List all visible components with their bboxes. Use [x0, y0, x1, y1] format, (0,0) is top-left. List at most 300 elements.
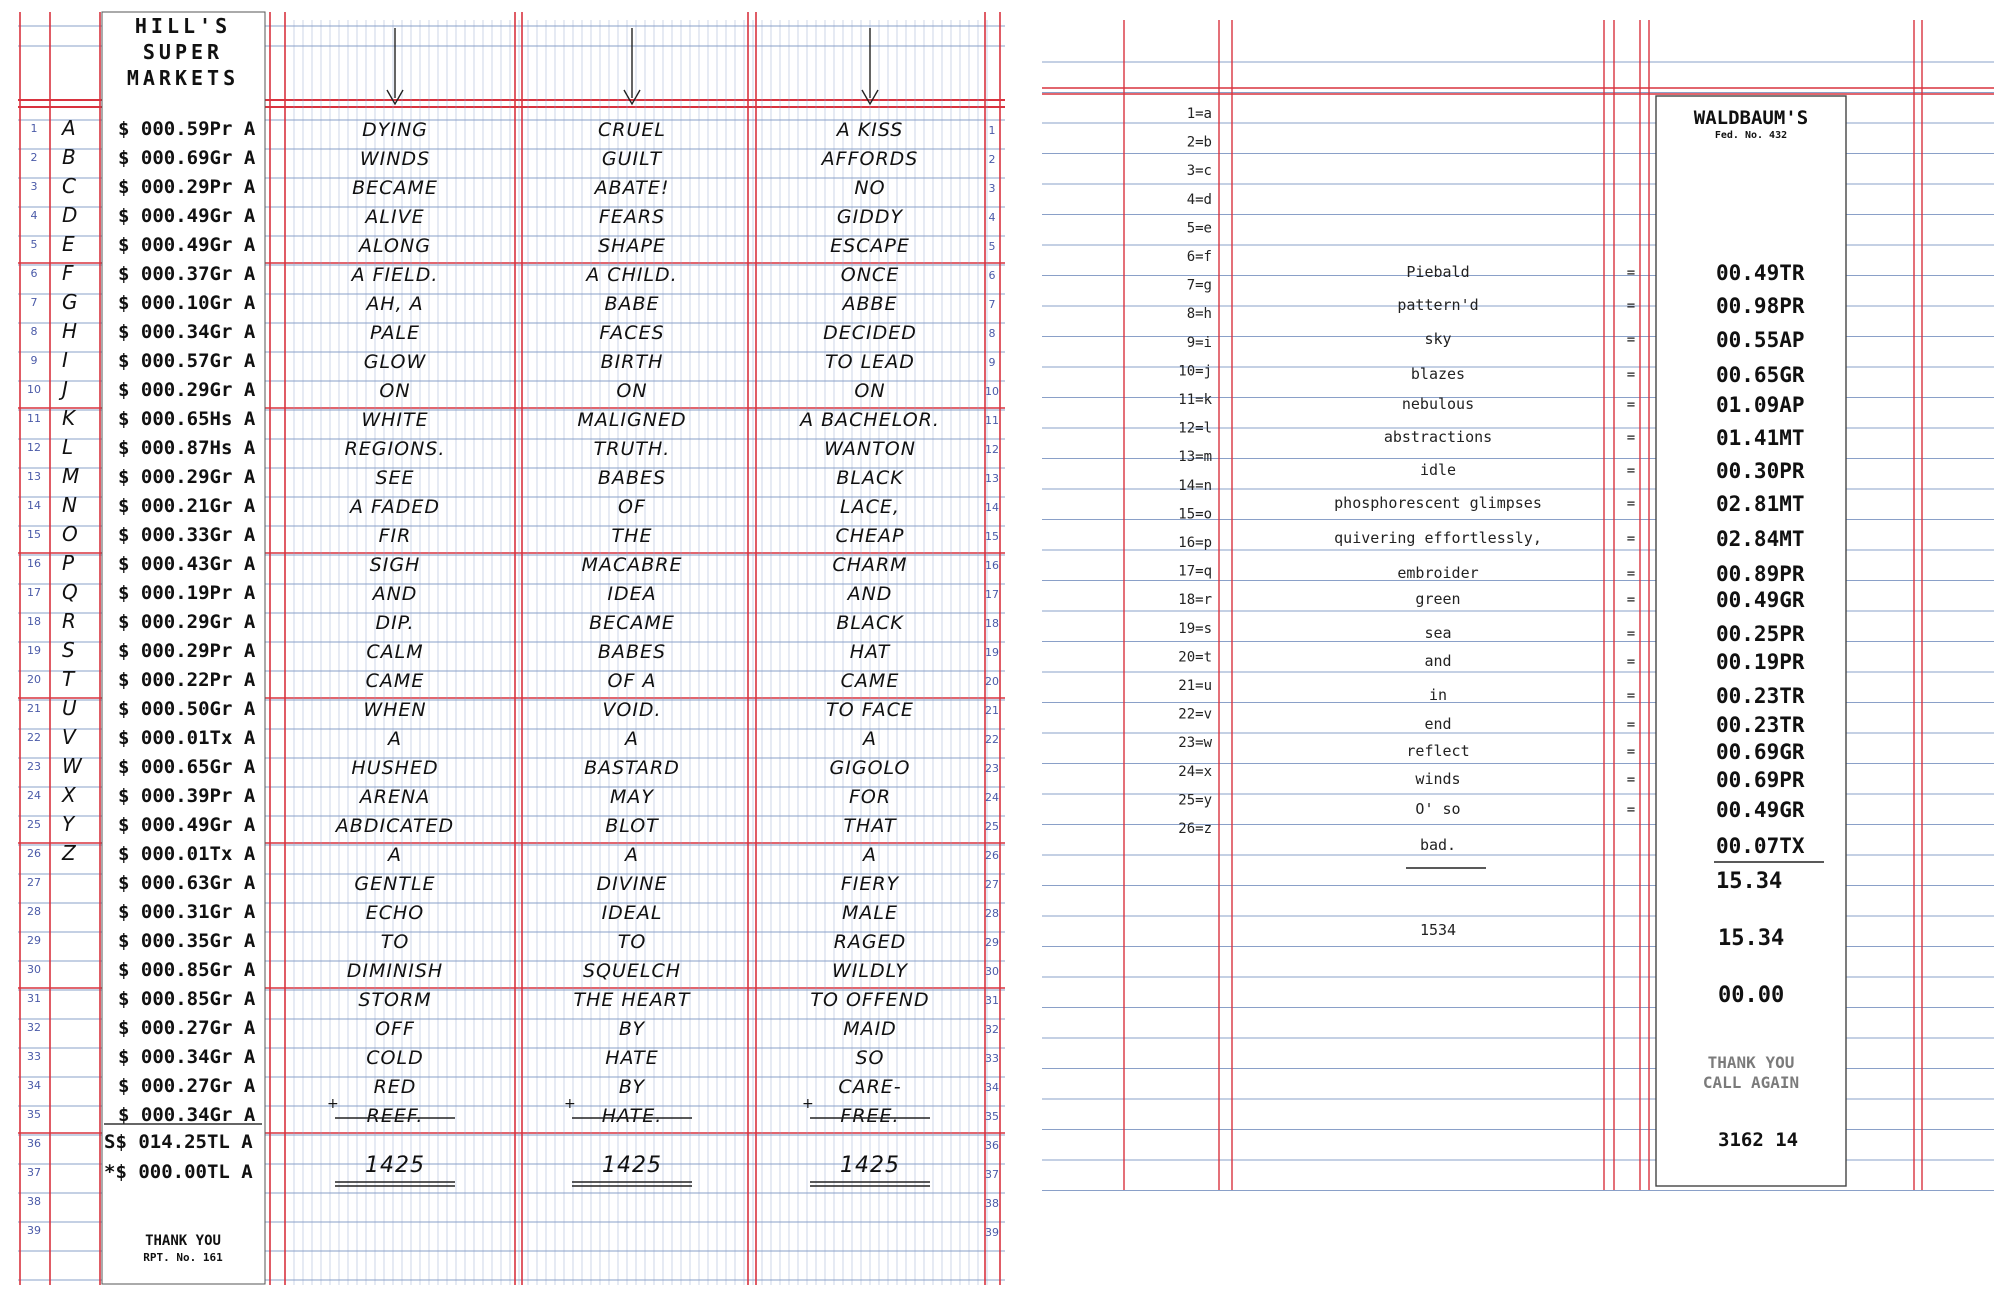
- handwritten-word: LACE,: [840, 496, 900, 518]
- receipt-price: $ 000.29Pr A: [118, 640, 256, 662]
- column-total: 1425: [365, 1153, 425, 1178]
- row-number-right: 32: [985, 1023, 999, 1036]
- handwritten-word: BASTARD: [584, 757, 680, 779]
- handwritten-word: BABES: [597, 641, 667, 663]
- row-number-right: 35: [985, 1110, 999, 1123]
- receipt-header-line: Fed. No. 432: [1714, 130, 1788, 141]
- handwritten-word: MACABRE: [581, 554, 683, 576]
- handwritten-word: DYING: [362, 119, 428, 141]
- row-number-right: 2: [988, 153, 996, 166]
- row-number-right: 14: [985, 501, 999, 514]
- row-number-right: 20: [985, 675, 999, 688]
- handwritten-word: ABATE!: [594, 177, 670, 199]
- handwritten-word: ON: [616, 380, 648, 402]
- handwritten-word: SQUELCH: [582, 960, 682, 982]
- handwritten-word: TO: [380, 931, 410, 953]
- receipt-price: 00.55AP: [1716, 328, 1805, 352]
- letter-label: J: [62, 377, 69, 401]
- row-number-right: 12: [985, 443, 999, 456]
- row-number-left: 11: [27, 412, 41, 425]
- row-number-left: 39: [27, 1224, 41, 1237]
- index-entry: 1=a: [1186, 106, 1212, 122]
- equals-sign: =: [1626, 265, 1636, 281]
- typed-word: pattern'd: [1397, 296, 1479, 314]
- receipt-price: $ 000.29Gr A: [118, 611, 256, 633]
- receipt-price: $ 000.01Tx A: [118, 727, 256, 749]
- handwritten-word: GENTLE: [354, 873, 436, 895]
- typed-word: bad.: [1419, 836, 1457, 854]
- row-number-right: 15: [985, 530, 999, 543]
- sum-label: 1534: [1419, 921, 1457, 939]
- equals-sign: =: [1626, 367, 1636, 383]
- receipt-price: 00.69PR: [1716, 768, 1805, 792]
- row-number-left: 4: [30, 209, 38, 222]
- receipt-price: $ 000.22Pr A: [118, 669, 256, 691]
- receipt-total: S$ 014.25TL A: [104, 1131, 253, 1153]
- receipt-subtotal: 15.34: [1716, 869, 1783, 894]
- receipt-price: 02.84MT: [1716, 527, 1805, 551]
- equals-sign: =: [1626, 626, 1636, 642]
- row-number-left: 33: [27, 1050, 41, 1063]
- handwritten-word: COLD: [366, 1047, 424, 1069]
- index-entry: 8=h: [1186, 306, 1212, 323]
- row-number-right: 36: [985, 1139, 999, 1152]
- row-number-left: 28: [27, 905, 41, 918]
- handwritten-word: BLACK: [836, 612, 904, 634]
- row-number-right: 26: [985, 849, 999, 862]
- row-number-right: 8: [988, 327, 996, 340]
- handwritten-word: A: [863, 728, 877, 750]
- letter-label: T: [62, 667, 76, 691]
- row-number-left: 37: [27, 1166, 41, 1179]
- receipt-price: $ 000.34Gr A: [118, 321, 256, 343]
- index-entry: 6=f: [1186, 249, 1212, 265]
- receipt-price: 00.89PR: [1716, 562, 1805, 586]
- row-number-right: 11: [985, 414, 999, 427]
- handwritten-word: A FIELD.: [351, 264, 439, 286]
- handwritten-word: ON: [379, 380, 411, 402]
- handwritten-word: A: [625, 728, 639, 750]
- typed-word: sea: [1424, 624, 1452, 642]
- handwritten-word: HATE: [605, 1047, 659, 1069]
- typed-word: abstractions: [1383, 428, 1493, 446]
- row-number-right: 5: [988, 240, 996, 253]
- index-entry: 5=e: [1186, 220, 1212, 237]
- handwritten-word: BECAME: [589, 612, 675, 634]
- handwritten-word: ALIVE: [365, 206, 425, 228]
- right-ledger-grid: [1034, 0, 2000, 1294]
- receipt-price: 00.25PR: [1716, 622, 1805, 646]
- receipt-price: 00.65GR: [1716, 363, 1805, 387]
- equals-sign: =: [1626, 332, 1636, 348]
- row-number-left: 20: [27, 673, 41, 686]
- plus-sign: +: [564, 1096, 577, 1112]
- handwritten-word: THAT: [843, 815, 897, 837]
- handwritten-word: WHEN: [363, 699, 427, 721]
- index-entry: 22=v: [1178, 706, 1212, 723]
- letter-label: C: [62, 174, 77, 198]
- handwritten-word: HAT: [849, 641, 891, 663]
- equals-sign: =: [1626, 566, 1636, 582]
- row-number-left: 23: [27, 760, 41, 773]
- row-number-left: 16: [27, 557, 41, 570]
- handwritten-word: MAY: [610, 786, 654, 808]
- handwritten-word: REGIONS.: [344, 438, 446, 460]
- letter-label: K: [62, 406, 77, 430]
- row-number-left: 14: [27, 499, 41, 512]
- handwritten-word: AND: [372, 583, 418, 605]
- handwritten-word: CAME: [840, 670, 900, 692]
- receipt-price: $ 000.49Gr A: [118, 205, 256, 227]
- handwritten-word: FACES: [599, 322, 665, 344]
- letter-label: X: [62, 783, 77, 807]
- row-number-right: 7: [988, 298, 996, 311]
- handwritten-word: A CHILD.: [586, 264, 678, 286]
- receipt-price: $ 000.01Tx A: [118, 843, 256, 865]
- row-number-left: 35: [27, 1108, 41, 1121]
- row-number-left: 8: [30, 325, 38, 338]
- receipt-header-line: MARKETS: [126, 66, 240, 90]
- row-number-right: 25: [985, 820, 999, 833]
- right-ledger-sheet: [1034, 0, 2000, 1294]
- receipt-price: 01.41MT: [1716, 426, 1805, 450]
- handwritten-word: OF: [618, 496, 646, 518]
- handwritten-word: TO: [617, 931, 647, 953]
- receipt-cash: 15.34: [1718, 926, 1785, 951]
- row-number-left: 1: [30, 122, 38, 135]
- handwritten-word: BECAME: [352, 177, 438, 199]
- receipt-price: $ 000.65Gr A: [118, 756, 256, 778]
- receipt-price: $ 000.87Hs A: [118, 437, 256, 459]
- column-total: 1425: [840, 1153, 900, 1178]
- row-number-right: 9: [988, 356, 996, 369]
- receipt-price: $ 000.34Gr A: [118, 1046, 256, 1068]
- letter-label: W: [62, 754, 83, 778]
- receipt-price: $ 000.27Gr A: [118, 1017, 256, 1039]
- handwritten-word: A: [388, 844, 402, 866]
- row-number-right: 23: [985, 762, 999, 775]
- handwritten-word: CRUEL: [598, 119, 666, 141]
- row-number-left: 24: [27, 789, 41, 802]
- letter-label: G: [62, 290, 79, 314]
- index-entry: 23=w: [1178, 735, 1212, 752]
- handwritten-word: REEF.: [366, 1105, 424, 1127]
- receipt-price: $ 000.34Gr A: [118, 1104, 256, 1126]
- row-number-right: 17: [985, 588, 999, 601]
- handwritten-word: TO OFFEND: [810, 989, 930, 1011]
- row-number-left: 22: [27, 731, 41, 744]
- handwritten-word: SO: [855, 1047, 885, 1069]
- index-entry: 13=m: [1178, 449, 1212, 466]
- handwritten-word: IDEA: [607, 583, 657, 605]
- typed-word: green: [1415, 590, 1461, 608]
- handwritten-word: RAGED: [833, 931, 907, 953]
- handwritten-word: WINDS: [359, 148, 431, 170]
- index-entry: 15=o: [1178, 506, 1212, 523]
- handwritten-word: A BACHELOR.: [800, 409, 940, 431]
- index-entry: 18=r: [1178, 592, 1212, 609]
- handwritten-word: ONCE: [840, 264, 900, 286]
- row-number-left: 9: [30, 354, 38, 367]
- receipt-price: 00.07TX: [1716, 834, 1805, 858]
- receipt-price: $ 000.10Gr A: [118, 292, 256, 314]
- handwritten-word: STORM: [358, 989, 432, 1011]
- receipt-price: $ 000.65Hs A: [118, 408, 256, 430]
- receipt-price: $ 000.21Gr A: [118, 495, 256, 517]
- equals-sign: =: [1626, 802, 1636, 818]
- handwritten-word: SIGH: [369, 554, 421, 576]
- typed-word: quivering effortlessly,: [1334, 529, 1542, 547]
- row-number-right: 21: [985, 704, 999, 717]
- index-entry: 7=g: [1186, 277, 1212, 294]
- handwritten-word: BLOT: [605, 815, 659, 837]
- receipt-price: $ 000.29Gr A: [118, 379, 256, 401]
- handwritten-word: GUILT: [601, 148, 663, 170]
- handwritten-word: SHAPE: [598, 235, 666, 257]
- letter-label: N: [62, 493, 78, 517]
- row-number-right: 29: [985, 936, 999, 949]
- handwritten-word: A: [863, 844, 877, 866]
- typed-word: phosphorescent glimpses: [1334, 494, 1542, 512]
- letter-label: D: [62, 203, 79, 227]
- letter-label: A: [62, 116, 77, 140]
- index-entry: 20=t: [1178, 649, 1212, 666]
- typed-word: embroider: [1397, 564, 1479, 582]
- receipt-price: $ 000.59Pr A: [118, 118, 256, 140]
- handwritten-word: CALM: [366, 641, 424, 663]
- plus-sign: +: [802, 1096, 815, 1112]
- index-entry: 4=d: [1186, 191, 1212, 208]
- equals-sign: =: [1626, 531, 1636, 547]
- letter-label: Z: [62, 841, 77, 865]
- row-number-right: 34: [985, 1081, 999, 1094]
- equals-sign: =: [1626, 496, 1636, 512]
- equals-sign: =: [1626, 654, 1636, 670]
- handwritten-word: GIGOLO: [829, 757, 911, 779]
- handwritten-word: CAME: [365, 670, 425, 692]
- index-entry: 3=c: [1186, 163, 1212, 180]
- index-entry: 2=b: [1186, 134, 1212, 151]
- handwritten-word: PALE: [369, 322, 421, 344]
- handwritten-word: VOID.: [602, 699, 662, 721]
- equals-sign: =: [1626, 744, 1636, 760]
- receipt-price: $ 000.19Pr A: [118, 582, 256, 604]
- row-number-right: 24: [985, 791, 999, 804]
- equals-sign: =: [1626, 397, 1636, 413]
- handwritten-word: DIMINISH: [346, 960, 444, 982]
- typed-word: Piebald: [1406, 263, 1470, 281]
- handwritten-word: ABDICATED: [335, 815, 455, 837]
- handwritten-word: THE HEART: [573, 989, 691, 1011]
- receipt-header-line: WALDBAUM'S: [1693, 107, 1809, 129]
- receipt-price: $ 000.63Gr A: [118, 872, 256, 894]
- typed-word: sky: [1424, 330, 1452, 348]
- typed-word: nebulous: [1401, 395, 1475, 413]
- row-number-left: 15: [27, 528, 41, 541]
- typed-word: end: [1424, 715, 1452, 733]
- index-entry: 25=y: [1178, 792, 1212, 809]
- row-number-left: 38: [27, 1195, 41, 1208]
- typed-word: reflect: [1406, 742, 1470, 760]
- column-total: 1425: [602, 1153, 662, 1178]
- handwritten-word: HATE.: [601, 1105, 663, 1127]
- receipt-price: 00.23TR: [1716, 684, 1805, 708]
- row-number-right: 30: [985, 965, 999, 978]
- equals-sign: =: [1626, 463, 1636, 479]
- receipt-total: *$ 000.00TL A: [104, 1161, 253, 1183]
- letter-label: F: [62, 261, 75, 285]
- handwritten-word: FOR: [848, 786, 892, 808]
- handwritten-word: A FADED: [349, 496, 441, 518]
- row-number-left: 36: [27, 1137, 41, 1150]
- receipt-price: 00.30PR: [1716, 459, 1805, 483]
- handwritten-word: ESCAPE: [830, 235, 910, 257]
- letter-label: P: [62, 551, 76, 575]
- receipt-price: 00.49GR: [1716, 588, 1805, 612]
- handwritten-word: IDEAL: [601, 902, 663, 924]
- receipt-price: $ 000.31Gr A: [118, 901, 256, 923]
- letter-label: M: [62, 464, 81, 488]
- handwritten-word: ARENA: [359, 786, 431, 808]
- handwritten-word: WILDLY: [832, 960, 908, 982]
- handwritten-word: HUSHED: [351, 757, 439, 779]
- index-entry: 24=x: [1178, 763, 1212, 780]
- receipt-price: $ 000.49Gr A: [118, 814, 256, 836]
- row-number-left: 34: [27, 1079, 41, 1092]
- row-number-right: 27: [985, 878, 999, 891]
- handwritten-word: AND: [847, 583, 893, 605]
- row-number-left: 31: [27, 992, 41, 1005]
- typed-word: and: [1424, 652, 1452, 670]
- row-number-right: 4: [988, 211, 996, 224]
- row-number-right: 6: [988, 269, 996, 282]
- index-entry: 26=z: [1178, 821, 1212, 837]
- row-number-right: 3: [988, 182, 996, 195]
- row-number-right: 38: [985, 1197, 999, 1210]
- handwritten-word: MAID: [843, 1018, 897, 1040]
- equals-sign: =: [1626, 592, 1636, 608]
- receipt-price: $ 000.85Gr A: [118, 988, 256, 1010]
- row-number-left: 6: [30, 267, 38, 280]
- handwritten-word: DECIDED: [823, 322, 917, 344]
- handwritten-word: ECHO: [365, 902, 425, 924]
- handwritten-word: MALE: [842, 902, 898, 924]
- letter-label: O: [62, 522, 79, 546]
- row-number-left: 27: [27, 876, 41, 889]
- receipt-price: 00.98PR: [1716, 294, 1805, 318]
- row-number-left: 3: [30, 180, 38, 193]
- handwritten-word: OFF: [375, 1018, 415, 1040]
- handwritten-word: A KISS: [836, 119, 904, 141]
- receipt-footer-line: RPT. No. 161: [143, 1251, 223, 1264]
- receipt-price: $ 000.39Pr A: [118, 785, 256, 807]
- handwritten-word: BABE: [604, 293, 660, 315]
- equals-sign: =: [1626, 298, 1636, 314]
- row-number-right: 13: [985, 472, 999, 485]
- row-number-right: 37: [985, 1168, 999, 1181]
- row-number-right: 18: [985, 617, 999, 630]
- handwritten-word: A: [388, 728, 402, 750]
- handwritten-word: ABBE: [842, 293, 898, 315]
- receipt-number: 3162 14: [1718, 1129, 1799, 1151]
- row-number-right: 1: [988, 124, 996, 137]
- letter-label: U: [62, 696, 78, 720]
- handwritten-word: CARE-: [838, 1076, 902, 1098]
- row-number-right: 39: [985, 1226, 999, 1239]
- handwritten-word: ON: [854, 380, 886, 402]
- handwritten-word: NO: [854, 177, 886, 199]
- handwritten-word: BABES: [597, 467, 667, 489]
- receipt-footer-line: CALL AGAIN: [1702, 1073, 1800, 1092]
- receipt-price: 00.49GR: [1716, 798, 1805, 822]
- handwritten-word: GLOW: [363, 351, 427, 373]
- letter-label: Y: [62, 812, 76, 836]
- row-number-right: 22: [985, 733, 999, 746]
- handwritten-word: CHEAP: [835, 525, 905, 547]
- receipt-price: $ 000.57Gr A: [118, 350, 256, 372]
- handwritten-word: BY: [618, 1076, 646, 1098]
- receipt-price: $ 000.29Pr A: [118, 176, 256, 198]
- receipt-price: $ 000.85Gr A: [118, 959, 256, 981]
- typed-word: winds: [1415, 770, 1461, 788]
- handwritten-word: TO FACE: [826, 699, 914, 721]
- handwritten-word: ALONG: [359, 235, 431, 257]
- handwritten-word: TO LEAD: [825, 351, 915, 373]
- row-number-left: 2: [30, 151, 38, 164]
- index-entry: 21=u: [1178, 678, 1212, 694]
- row-number-left: 32: [27, 1021, 41, 1034]
- handwritten-word: SEE: [375, 467, 415, 489]
- handwritten-word: AH, A: [366, 293, 424, 315]
- row-number-right: 33: [985, 1052, 999, 1065]
- index-entry: 9=i: [1186, 334, 1212, 351]
- handwritten-word: BLACK: [836, 467, 904, 489]
- row-number-left: 30: [27, 963, 41, 976]
- index-entry: 10=j: [1178, 363, 1212, 380]
- row-number-right: 10: [985, 385, 999, 398]
- typed-word: in: [1428, 686, 1448, 704]
- row-number-right: 16: [985, 559, 999, 572]
- handwritten-word: WANTON: [824, 438, 916, 460]
- index-entry: 16=p: [1178, 535, 1212, 551]
- receipt-price: $ 000.37Gr A: [118, 263, 256, 285]
- receipt-footer-line: THANK YOU: [145, 1233, 221, 1249]
- index-entry: 14=n: [1178, 477, 1212, 494]
- handwritten-word: THE: [611, 525, 653, 547]
- equals-sign: =: [1626, 430, 1636, 446]
- index-entry: 19=s: [1178, 620, 1212, 637]
- row-number-left: 25: [27, 818, 41, 831]
- receipt-price: $ 000.33Gr A: [118, 524, 256, 546]
- receipt-price: 00.69GR: [1716, 740, 1805, 764]
- receipt-price: $ 000.29Gr A: [118, 466, 256, 488]
- row-number-left: 5: [30, 238, 38, 251]
- handwritten-word: FEARS: [598, 206, 666, 228]
- row-number-left: 29: [27, 934, 41, 947]
- receipt-price: $ 000.35Gr A: [118, 930, 256, 952]
- letter-label: L: [62, 435, 75, 459]
- receipt-price: 00.19PR: [1716, 650, 1805, 674]
- row-number-left: 18: [27, 615, 41, 628]
- row-number-left: 19: [27, 644, 41, 657]
- row-number-right: 28: [985, 907, 999, 920]
- handwritten-word: MALIGNED: [577, 409, 687, 431]
- receipt-price: $ 000.69Gr A: [118, 147, 256, 169]
- handwritten-word: WHITE: [361, 409, 429, 431]
- handwritten-word: FIR: [378, 525, 412, 547]
- handwritten-word: RED: [373, 1076, 417, 1098]
- receipt-price: 00.23TR: [1716, 713, 1805, 737]
